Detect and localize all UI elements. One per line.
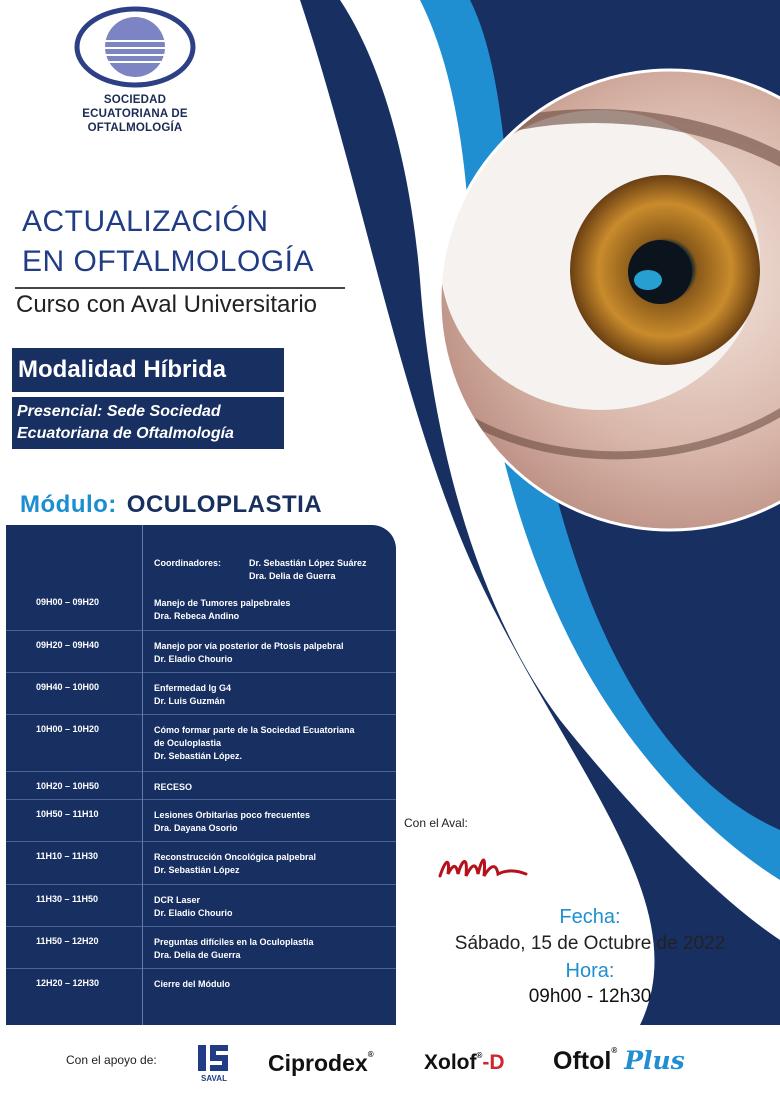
schedule-talk <box>154 978 230 991</box>
xolof-logo <box>424 1051 505 1075</box>
hora-value: 09h00 - 12h30 <box>528 986 652 1007</box>
schedule-talk-line: Dr. Sebastián López <box>154 865 240 875</box>
ciprodex-text: Ciprodex <box>268 1050 368 1076</box>
schedule-talk-line: Dra. Delia de Guerra <box>154 950 241 960</box>
schedule-divider <box>142 525 143 1025</box>
schedule-row-divider <box>6 714 396 715</box>
title-line2: EN OFTALMOLOGÍA <box>22 245 314 278</box>
org-name-line2: ECUATORIANA DE <box>82 108 188 120</box>
schedule-row-divider <box>6 968 396 969</box>
schedule-row-divider <box>6 841 396 842</box>
fecha-value: Sábado, 15 de Octubre de 2022 <box>454 933 726 954</box>
xolof-text: Xolof <box>424 1051 477 1074</box>
schedule-time: 10H00 – 10H20 <box>36 724 100 734</box>
schedule-row-divider <box>6 630 396 631</box>
schedule-talk-line: Dr. Luis Guzmán <box>154 696 226 706</box>
udla-logo <box>436 848 528 888</box>
oftol-registered: ® <box>611 1046 618 1055</box>
oftol-plus: Plus <box>624 1046 685 1075</box>
ciprodex-registered: ® <box>367 1050 374 1059</box>
schedule-row-divider <box>6 799 396 800</box>
schedule-talk-line: Manejo por vía posterior de Ptosis palpebral <box>154 641 344 651</box>
fecha-label: Fecha: <box>559 906 621 928</box>
module-name: OCULOPLASTIA <box>126 491 323 518</box>
schedule-talk <box>154 809 310 835</box>
schedule-table <box>6 525 396 1025</box>
schedule-row-divider <box>6 926 396 927</box>
schedule-time: 11H10 – 11H30 <box>36 851 99 861</box>
ciprodex-logo <box>268 1050 374 1077</box>
oftol-logo <box>553 1046 685 1076</box>
org-name-line3: OFTALMOLOGÍA <box>87 122 183 134</box>
subtitle: Curso con Aval Universitario <box>16 291 318 318</box>
schedule-talk <box>154 640 344 666</box>
presencial-box <box>12 397 284 449</box>
schedule-talk-line: Dr. Sebastián López. <box>154 751 243 761</box>
schedule-talk <box>154 781 192 794</box>
schedule-talk-line: Preguntas difíciles en la Oculoplastia <box>154 937 314 947</box>
schedule-time: 10H50 – 11H10 <box>36 809 99 819</box>
coordinator-1: Dr. Sebastián López Suárez <box>249 558 367 568</box>
schedule-talk-line: Dr. Eladio Chourio <box>154 654 233 664</box>
schedule-talk-line: Reconstrucción Oncológica palpebral <box>154 852 317 862</box>
xolof-suffix: -D <box>482 1051 505 1074</box>
saval-text: SAVAL <box>201 1074 227 1083</box>
schedule-talk-line: DCR Laser <box>154 895 201 905</box>
schedule-time: 09H40 – 10H00 <box>36 682 100 692</box>
schedule-talk-line: Cierre del Módulo <box>154 979 231 989</box>
schedule-talk-line: Enfermedad Ig G4 <box>154 683 232 693</box>
schedule-time: 12H20 – 12H30 <box>36 978 100 988</box>
schedule-talk-line: Lesiones Orbitarias poco frecuentes <box>154 810 311 820</box>
hora-label: Hora: <box>565 960 615 982</box>
schedule-time: 09H00 – 09H20 <box>36 597 100 607</box>
module-label: Módulo: <box>20 491 117 518</box>
schedule-row-divider <box>6 771 396 772</box>
oftol-text: Oftol <box>553 1047 612 1075</box>
schedule-talk-line: Manejo de Tumores palpebrales <box>154 598 291 608</box>
schedule-talk <box>154 894 233 920</box>
module-title <box>20 491 322 519</box>
schedule-row-divider <box>6 884 396 885</box>
coordinator-2: Dra. Delia de Guerra <box>249 571 336 581</box>
coordinators-names <box>249 557 367 583</box>
schedule-time: 11H30 – 11H50 <box>36 894 99 904</box>
aval-label: Con el Aval: <box>404 816 468 830</box>
coordinators-label: Coordinadores: <box>154 558 222 568</box>
schedule-talk <box>154 851 316 877</box>
title-line1: ACTUALIZACIÓN <box>22 205 269 238</box>
schedule-time: 09H20 – 09H40 <box>36 640 100 650</box>
title-rule <box>15 287 345 289</box>
schedule-talk-line: Dra. Rebeca Andino <box>154 611 240 621</box>
xolof-registered: ® <box>476 1051 483 1060</box>
schedule-talk-line: Cómo formar parte de la Sociedad Ecuatoriana <box>154 725 355 735</box>
schedule-time: 11H50 – 12H20 <box>36 936 99 946</box>
schedule-talk <box>154 936 314 962</box>
schedule-time: 10H20 – 10H50 <box>36 781 100 791</box>
schedule-talk-line: Dr. Eladio Chourio <box>154 908 233 918</box>
presencial-line1: Presencial: Sede Sociedad <box>17 403 221 420</box>
schedule-talk-line: Dra. Dayana Osorio <box>154 823 238 833</box>
schedule-talk-line: de Oculoplastia <box>154 738 222 748</box>
modality-label: Modalidad Híbrida <box>12 348 284 392</box>
org-logo-text <box>60 93 210 135</box>
schedule-talk <box>154 724 355 763</box>
presencial-line2: Ecuatoriana de Oftalmología <box>17 425 234 442</box>
schedule-talk <box>154 597 290 623</box>
schedule-talk-line: RECESO <box>154 782 193 792</box>
schedule-talk <box>154 682 231 708</box>
sponsors-label: Con el apoyo de: <box>66 1053 157 1067</box>
org-name-line1: SOCIEDAD <box>103 94 167 106</box>
schedule-row-divider <box>6 672 396 673</box>
